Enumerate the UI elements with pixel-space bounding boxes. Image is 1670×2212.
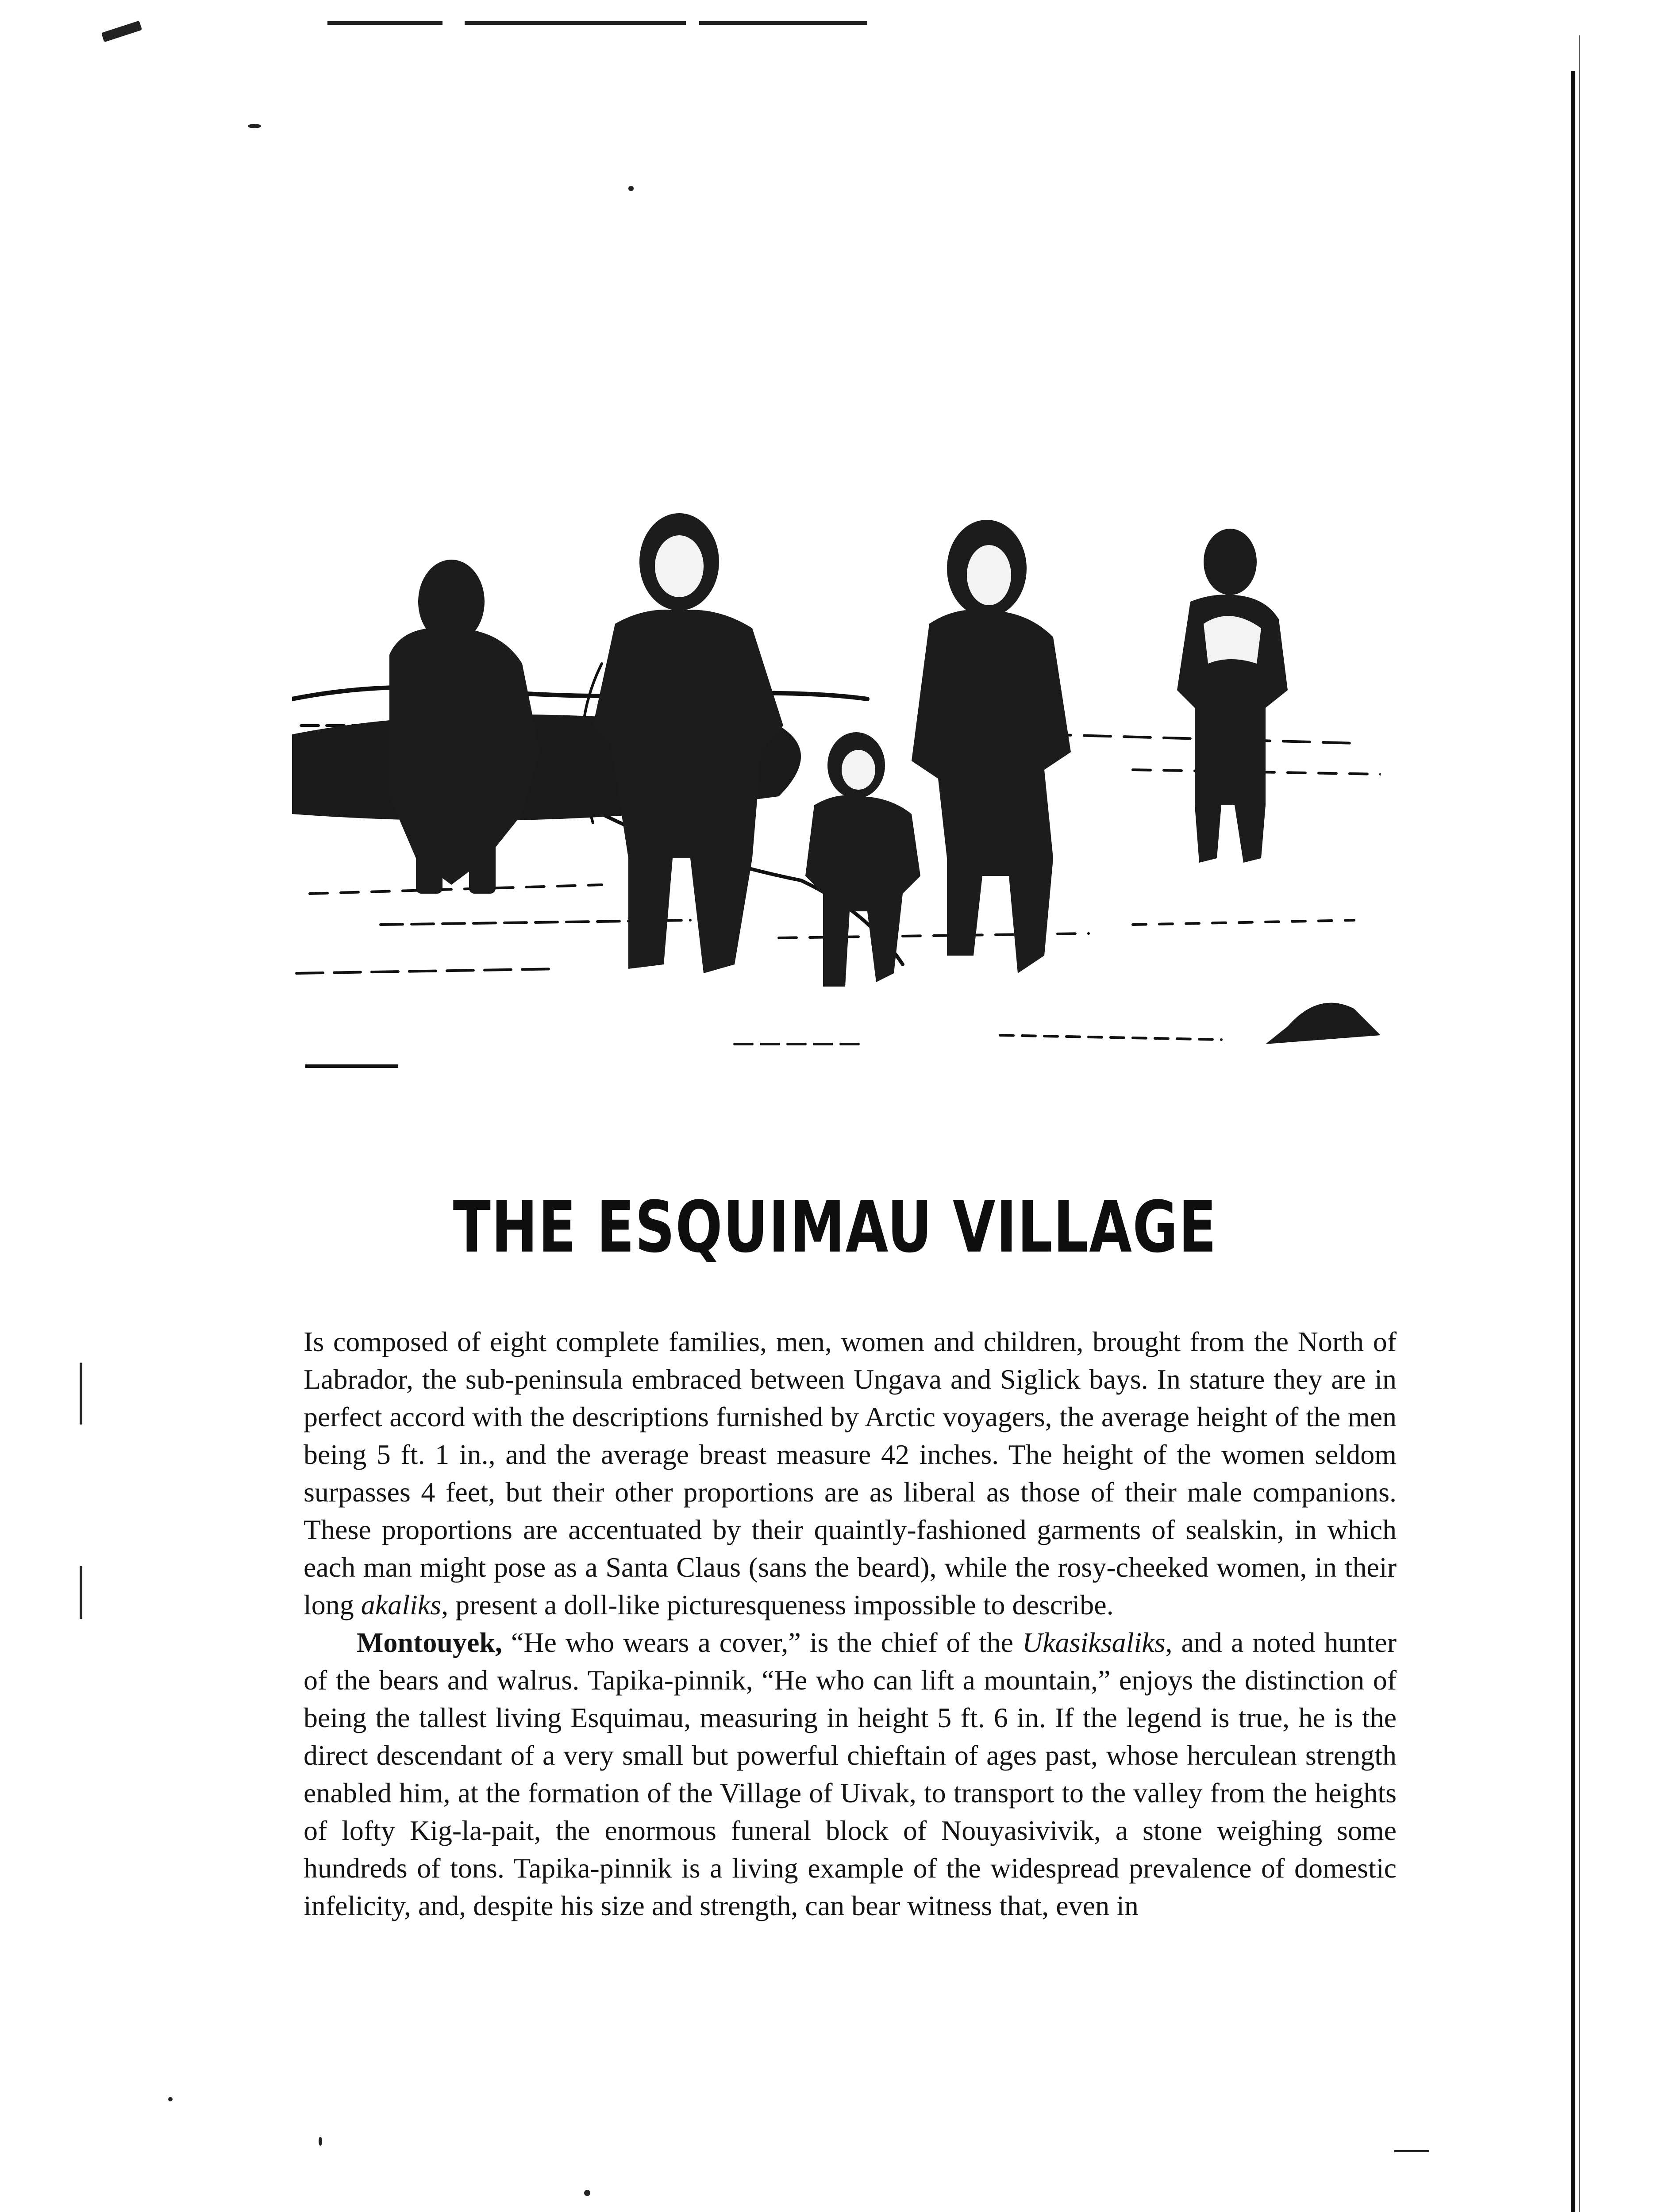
- top-rule: [699, 21, 867, 25]
- article-body: [304, 1323, 1397, 1924]
- scan-speck: [584, 2190, 590, 2196]
- scan-speck: [248, 124, 261, 128]
- scan-speck: [1394, 2150, 1429, 2152]
- scan-speck: [101, 21, 142, 42]
- top-rule: [465, 21, 686, 25]
- lead-name-montouyek: Montouyek,: [357, 1627, 502, 1658]
- paragraph-text: , present a doll-like picturesqueness impossible to describe.: [441, 1589, 1114, 1621]
- scan-speck: [80, 1363, 82, 1425]
- paragraph-text: , and a noted hunter of the bears and walrus. Tapika-pinnik, “He who can lift a mountain,” enjoys the distinction of being the tallest living Esquimau, measuring in height 5 ft. 6 in. If the legend is true, he is the direct descendant of a very small but powerful chieftain of ages past, whose herculean strength enabled him, at the formation of the Village of Uivak, to transport to the valley from the heights of lofty Kig-la-pait, the enormous funeral block of Nouyasivivik, a stone weighing some hundreds of tons. Tapika-pinnik is a living example of the widespread prevalence of domestic infelicity, and, despite his size and strength, can bear witness that, even in: [304, 1627, 1397, 1921]
- paragraph-families: [304, 1323, 1397, 1624]
- scan-speck: [628, 186, 634, 191]
- scan-speck: [168, 2097, 173, 2101]
- page-title: THE ESQUIMAU VILLAGE: [453, 1186, 1217, 1268]
- paragraph-text: “He who wears a cover,” is the chief of the: [502, 1627, 1023, 1658]
- paragraph-text: Is composed of eight complete families, men, women and children, brought from the North of Labrador, the sub-peninsula embraced between Ungava and Siglick bays. In stature they are in perfect accord with the descriptions furnished by Arctic voyagers, the average height of the men being 5 ft. 1 in., and the average breast measure 42 inches. The height of the women seldom surpasses 4 feet, but their other proportions are as liberal as those of their male companions. These proportions are accentuated by their quaintly-fashioned garments of sealskin, in which each man might pose as a Santa Claus (sans the beard), while the rosy-cheeked women, in their long: [304, 1326, 1397, 1621]
- scan-speck: [80, 1566, 82, 1619]
- page-edge-shadow: [1571, 71, 1575, 2212]
- scan-speck: [319, 2137, 322, 2146]
- paragraph-montouyek: [304, 1624, 1397, 1924]
- esquimau-group-illustration: [292, 416, 1381, 1079]
- top-rule: [327, 21, 443, 25]
- esquimau-group-engraving-icon: [292, 416, 1381, 1079]
- italic-term-akaliks: akaliks: [361, 1589, 442, 1621]
- page-edge-line: [1579, 35, 1580, 2212]
- italic-term-ukasiksaliks: Ukasiksaliks: [1022, 1627, 1166, 1658]
